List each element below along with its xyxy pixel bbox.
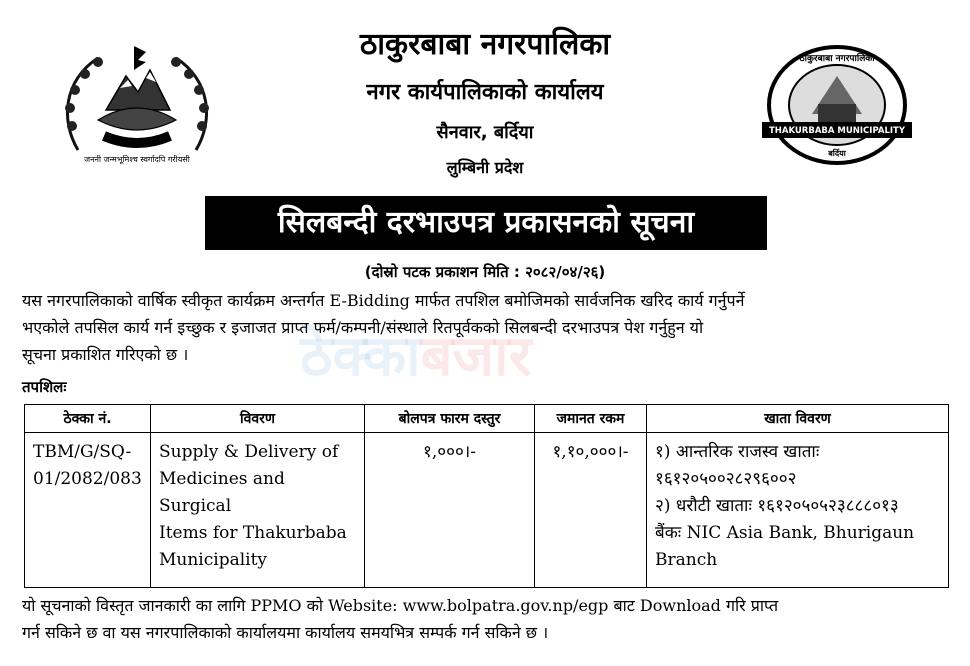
- table-row: [25, 433, 949, 588]
- account-line: बैंकः NIC Asia Bank, Bhurigaun: [655, 523, 915, 543]
- footer-paragraph: [22, 592, 950, 646]
- contract-no-line: 01/2082/083: [33, 469, 142, 489]
- org-name: ठाकुरबाबा नगरपालिका: [359, 27, 611, 62]
- watermark-part-1: ठेक्का: [300, 324, 421, 389]
- footer-line: यो सूचनाको विस्तृत जानकारी का लागि PPMO को Website: www.bolpatra.gov.np/egp बाट Download गरि प्राप्त: [22, 596, 779, 615]
- description-line: Supply & Delivery of: [159, 442, 339, 462]
- account-line: २) धरौटी खाताः १६१२०५०५२३८८८०१३: [655, 496, 899, 516]
- form-fee-cell: १,०००।-: [365, 433, 535, 588]
- province: लुम्बिनी प्रदेश: [446, 158, 524, 177]
- description-line: Items for Thakurbaba: [159, 523, 347, 543]
- col-contract-no: ठेक्का नं.: [25, 405, 151, 433]
- col-account-details: खाता विवरण: [647, 405, 949, 433]
- intro-line: भएकोले तपसिल कार्य गर्न इच्छुक र इजाजत प्राप्त फर्म/कम्पनी/संस्थाले रितपूर्वकको सिलबन्दी दरभाउपत्र पेश गर्नुहुन यो: [22, 318, 704, 337]
- account-line: १६१२०५००२८२९६००२: [655, 469, 797, 489]
- publication-date: (दोस्रो पटक प्रकाशन मिति : २०८२/०४/२६): [364, 263, 606, 281]
- intro-paragraph: [22, 287, 950, 368]
- svg-text:जननी जन्मभूमिश्च स्वर्गादपि गर: जननी जन्मभूमिश्च स्वर्गादपि गरीयसी: [84, 155, 190, 164]
- svg-text:THAKURBABA MUNICIPALITY: THAKURBABA MUNICIPALITY: [768, 126, 906, 136]
- account-details-cell: [647, 433, 949, 588]
- description-cell: [151, 433, 365, 588]
- details-label: तपशिलः: [22, 378, 67, 396]
- tender-table: [24, 404, 949, 588]
- watermark-part-2: बजार: [420, 324, 532, 389]
- office-name: नगर कार्यपालिकाको कार्यालय: [366, 80, 604, 105]
- intro-line: सूचना प्रकाशित गरिएको छ ।: [22, 345, 189, 364]
- svg-text:बर्दिया: बर्दिया: [828, 149, 846, 158]
- table-header-row: [25, 405, 949, 433]
- footer-line: गर्न सकिने छ वा यस नगरपालिकाको कार्यालयमा कार्यालय समयभित्र सम्पर्क गर्न सकिने छ ।: [22, 623, 549, 642]
- description-line: Municipality: [159, 550, 268, 570]
- account-line: १) आन्तरिक राजस्व खाताः: [655, 442, 820, 462]
- account-line: Branch: [655, 550, 718, 570]
- description-line: Medicines and Surgical: [159, 469, 285, 516]
- col-bid-security: जमानत रकम: [535, 405, 647, 433]
- col-form-fee: बोलपत्र फारम दस्तुर: [365, 405, 535, 433]
- intro-line: यस नगरपालिकाको वार्षिक स्वीकृत कार्यक्रम अन्तर्गत E-Bidding मार्फत तपशिल बमोजिमको सार्वजनिक खरिद कार्य गर्नुपर्ने: [22, 291, 745, 310]
- notice-title: सिलबन्दी दरभाउपत्र प्रकासनको सूचना: [205, 196, 767, 250]
- bid-security-cell: १,१०,०००।-: [535, 433, 647, 588]
- col-description: विवरण: [151, 405, 365, 433]
- contract-no-cell: [25, 433, 151, 588]
- location: सैनवार, बर्दिया: [436, 122, 534, 143]
- contract-no-line: TBM/G/SQ-: [33, 442, 132, 462]
- svg-text:ठाकुरबाबा नगरपालिका: ठाकुरबाबा नगरपालिका: [799, 54, 875, 64]
